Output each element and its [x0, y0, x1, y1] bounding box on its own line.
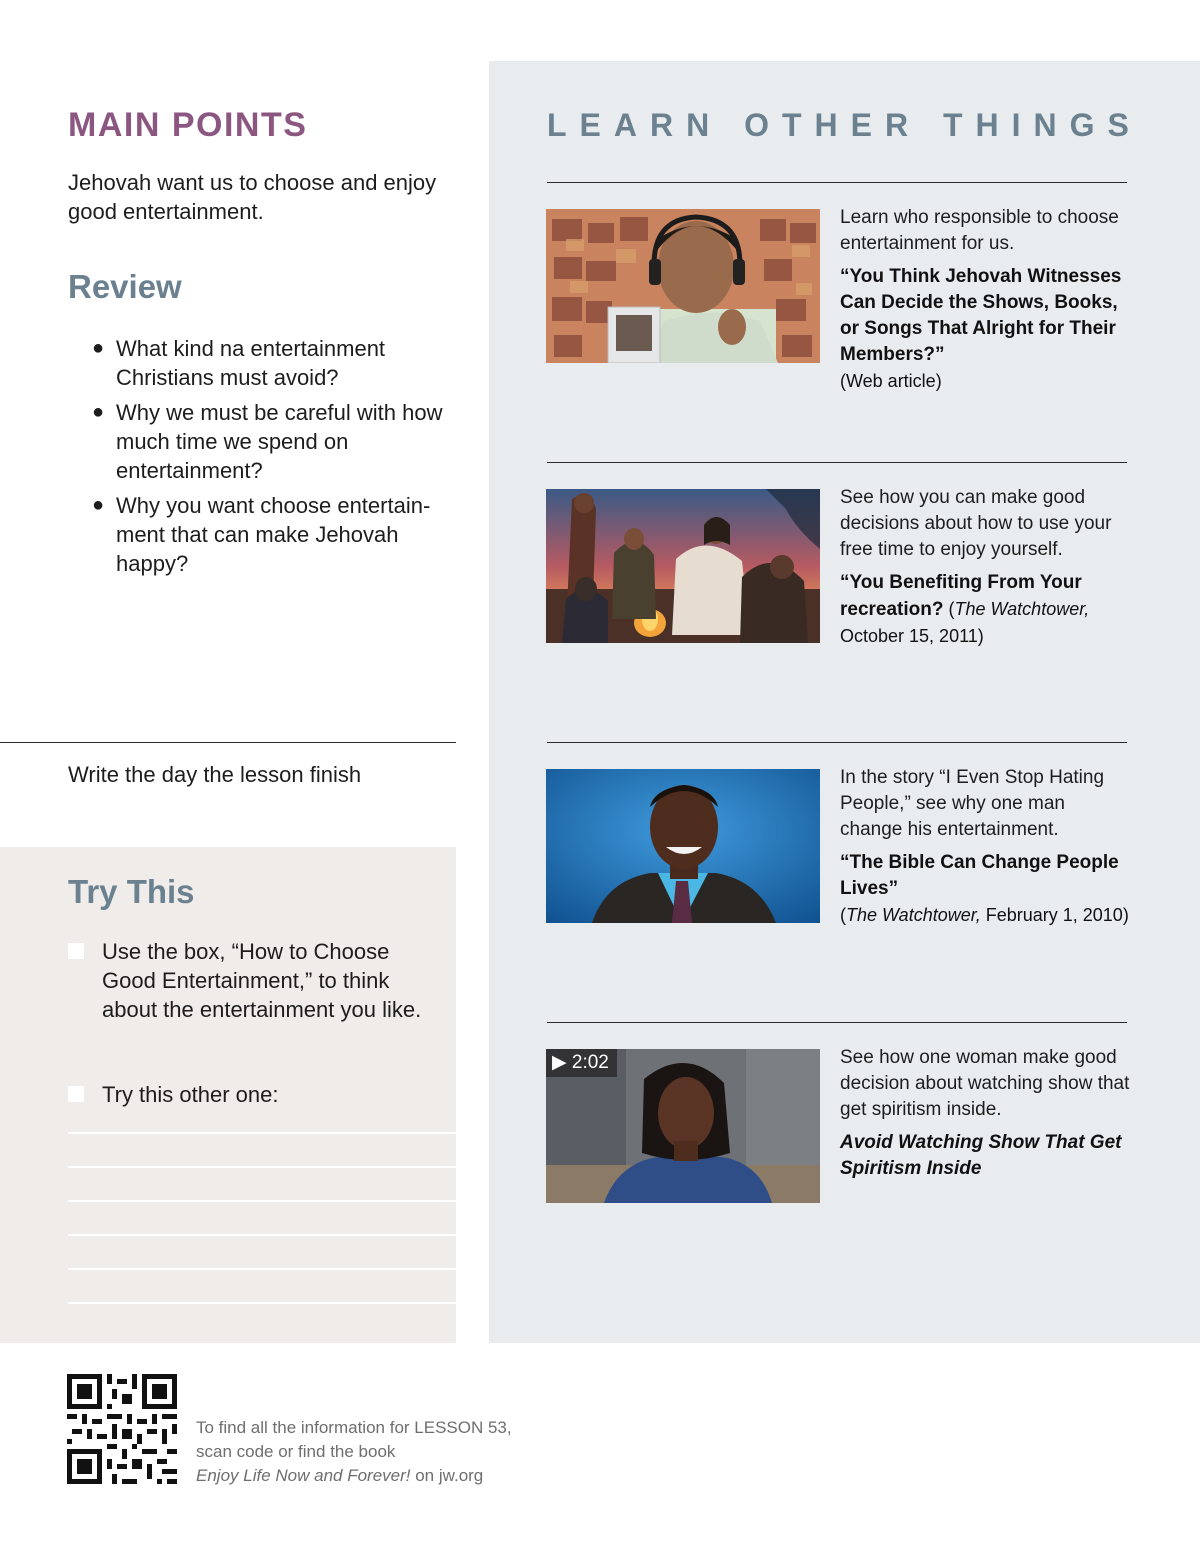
entry-reference-link[interactable]: “The Bible Can Change People Lives”	[840, 852, 1119, 899]
write-line[interactable]	[68, 1234, 456, 1236]
main-points-title: MAIN POINTS	[68, 106, 308, 144]
try-item-text: Use the box, “How to Choose Good Entertainment,” to think about the entertainment you like.	[102, 939, 422, 1022]
entry-video-title-link[interactable]: Avoid Watching Show That Get Spiritism Inside	[840, 1132, 1122, 1179]
bullet-icon: ●	[92, 337, 105, 359]
entry-reference-link[interactable]: “You Benefiting From Your recreation?	[840, 572, 1082, 620]
review-item-text: Why we must be careful with how much time we spend on entertainment?	[116, 400, 443, 483]
video-duration-badge: ▶ 2:02	[546, 1049, 617, 1077]
book-title-link[interactable]: Enjoy Life Now and Forever!	[196, 1466, 411, 1485]
write-line[interactable]	[68, 1166, 456, 1168]
try-this-title: Try This	[68, 873, 195, 910]
woman-video-thumbnail[interactable]	[546, 1049, 820, 1203]
footer-line	[196, 1464, 512, 1488]
entry-source: (Web article)	[840, 371, 942, 391]
checkbox[interactable]	[68, 1086, 84, 1102]
checkbox[interactable]	[68, 943, 84, 959]
learn-entry	[840, 205, 1130, 394]
try-item-text: Try this other one:	[102, 1082, 279, 1107]
source-open: (	[943, 599, 955, 619]
review-item	[92, 334, 452, 392]
man-portrait-image[interactable]	[546, 769, 820, 923]
learn-other-things-panel	[489, 61, 1200, 1343]
learn-entry	[840, 765, 1130, 928]
divider	[547, 462, 1127, 463]
footer-line: To find all the information for LESSON 53,	[196, 1418, 512, 1437]
divider	[547, 742, 1127, 743]
source-open: (	[840, 905, 846, 925]
teen-headphones-image[interactable]	[546, 209, 820, 363]
review-item	[92, 398, 452, 485]
entry-source	[840, 902, 1130, 928]
learn-entry	[840, 485, 1130, 650]
source-date: February 1, 2010)	[980, 905, 1129, 925]
main-points-text: Jehovah want us to choose and enjoy good entertainment.	[68, 170, 437, 224]
bullet-icon: ●	[92, 401, 105, 423]
entry-reference-link[interactable]: “You Think Jehovah Witnesses Can Decide the Shows, Books, or Songs That Alright for Their Members?”	[840, 266, 1122, 365]
entry-description: See how one woman make good decision about watching show that get spiritism inside.	[840, 1047, 1130, 1120]
learn-other-things-title: LEARN OTHER THINGS	[547, 107, 1142, 143]
write-line[interactable]	[68, 1132, 456, 1134]
entry-description: In the story “I Even Stop Hating People,” see why one man change his entertainment.	[840, 767, 1105, 840]
write-line[interactable]	[68, 1302, 456, 1304]
bullet-icon: ●	[92, 494, 105, 516]
try-item	[68, 937, 438, 1024]
learn-entry	[840, 1045, 1130, 1182]
try-this-panel	[0, 847, 456, 1343]
review-title: Review	[68, 268, 182, 305]
qr-code-icon[interactable]	[67, 1374, 177, 1489]
entry-description: Learn who responsible to choose entertainment for us.	[840, 207, 1119, 254]
write-day-label: Write the day the lesson finish	[68, 762, 362, 787]
campfire-painting-image[interactable]	[546, 489, 820, 643]
write-line[interactable]	[68, 1268, 456, 1270]
write-line[interactable]	[68, 1200, 456, 1202]
review-item-text: Why you want choose entertain-ment that can make Jehovah happy?	[116, 493, 431, 576]
entry-description: See how you can make good decisions about how to use your free time to enjoy yourself.	[840, 487, 1112, 560]
review-item	[92, 491, 452, 578]
divider	[0, 742, 456, 743]
source-date: October 15, 2011)	[840, 626, 984, 646]
source-publication: The Watchtower,	[954, 599, 1090, 619]
footer-note	[196, 1416, 512, 1488]
footer-site: on jw.org	[410, 1466, 484, 1485]
source-publication: The Watchtower,	[846, 905, 981, 925]
divider	[547, 182, 1127, 183]
try-item	[68, 1080, 438, 1109]
divider	[547, 1022, 1127, 1023]
review-list	[92, 334, 452, 584]
review-item-text: What kind na entertainment Christians must avoid?	[116, 336, 386, 390]
entry-reference	[840, 570, 1130, 650]
footer-line: scan code or find the book	[196, 1442, 396, 1461]
